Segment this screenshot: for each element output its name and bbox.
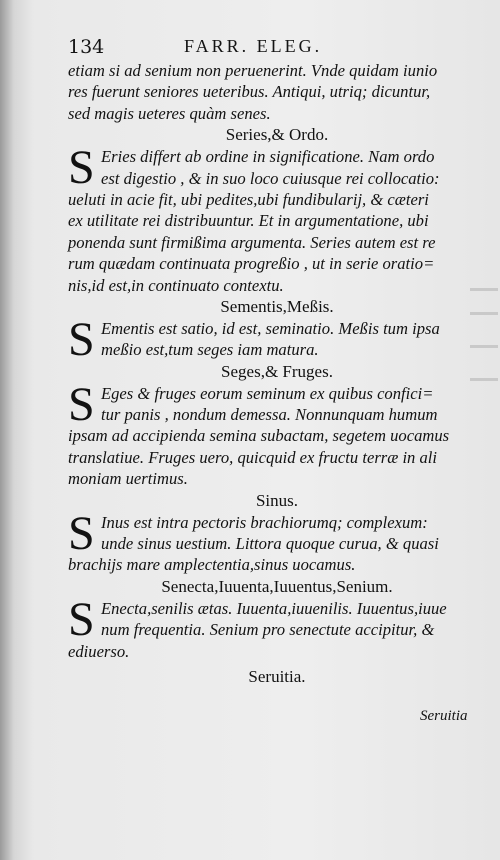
drop-cap: S	[68, 377, 95, 431]
text-line: sed magis ueteres quàm senes.	[68, 103, 271, 123]
page-text	[68, 60, 486, 688]
text-line: ueluti in acie fit, ubi pedites,ubi fundibularij, & cæteri	[68, 189, 429, 209]
show-through-mark	[470, 378, 498, 381]
text-line: brachijs mare amplectentia,sinus uocamus.	[68, 555, 356, 575]
paragraph	[68, 592, 486, 662]
section-heading: Sinus.	[255, 490, 299, 510]
show-through-mark	[470, 345, 498, 348]
text-line: meßio est,tum seges iam matura.	[101, 340, 319, 360]
drop-cap: S	[68, 506, 95, 560]
drop-cap: S	[68, 312, 95, 366]
show-through-mark	[470, 288, 498, 291]
running-head: FARR. ELEG.	[184, 36, 323, 56]
text-line: Inus est intra pectoris brachiorumq; complexum:	[101, 512, 428, 532]
section-heading: Seges,& Fruges.	[221, 361, 333, 381]
section-heading: Series,& Ordo.	[225, 125, 329, 145]
text-line: unde sinus uestium. Littora quoque curua, & quasi	[101, 534, 439, 554]
text-line: moniam uertimus.	[68, 469, 188, 489]
text-line: Eges & fruges eorum seminum ex quibus confici=	[101, 383, 434, 403]
paragraph	[68, 312, 486, 366]
section-heading: Sementis,Meßis.	[220, 296, 334, 316]
text-line: ediuerso.	[68, 641, 130, 661]
page-number: 134	[68, 36, 105, 58]
paragraph	[68, 141, 486, 296]
drop-cap: S	[68, 592, 95, 646]
section-heading: Senecta,Iuuenta,Iuuentus,Senium.	[161, 576, 393, 596]
text-line: tur panis , nondum demessa. Nonnunquam humum	[101, 405, 438, 425]
drop-cap: S	[68, 141, 95, 195]
text-line: ponenda sunt firmißima argumenta. Series autem est re	[68, 232, 436, 252]
text-line: Ementis est satio, id est, seminatio. Meßis tum ipsa	[101, 318, 440, 338]
page-header	[68, 36, 480, 62]
show-through-mark	[470, 312, 498, 315]
text-line: rum quædam continuata progreßio , ut in serie oratio=	[68, 254, 435, 274]
text-line: Enecta,senilis ætas. Iuuenta,iuuenilis. Iuuentus,iuue	[101, 598, 447, 618]
text-line: ex utilitate rei distribuuntur. Et in argumentatione, ubi	[68, 211, 429, 231]
text-line: est digestio , & in suo loco cuiusque rei collocatio:	[101, 168, 440, 188]
section-heading: Seruitia.	[248, 666, 306, 686]
text-line: num frequentia. Senium pro senectute accipitur, &	[101, 620, 435, 640]
paragraph	[68, 506, 486, 576]
text-line: Eries differt ab ordine in significatione. Nam ordo	[101, 147, 435, 167]
text-line: translatiue. Fruges uero, quicquid ex fructu terræ in ali	[68, 447, 438, 467]
catchword: Seruitia	[420, 708, 468, 724]
text-line: ipsam ad accipienda semina subactam, segetem uocamus	[68, 426, 450, 446]
text-line: res fuerunt seniores ueteribus. Antiqui, utriq; dicuntur,	[68, 82, 431, 102]
text-line: nis,id est,in continuato contextu.	[68, 275, 284, 295]
text-line: etiam si ad senium non peruenerint. Vnde quidam iunio	[68, 61, 438, 80]
paragraph	[68, 377, 486, 490]
